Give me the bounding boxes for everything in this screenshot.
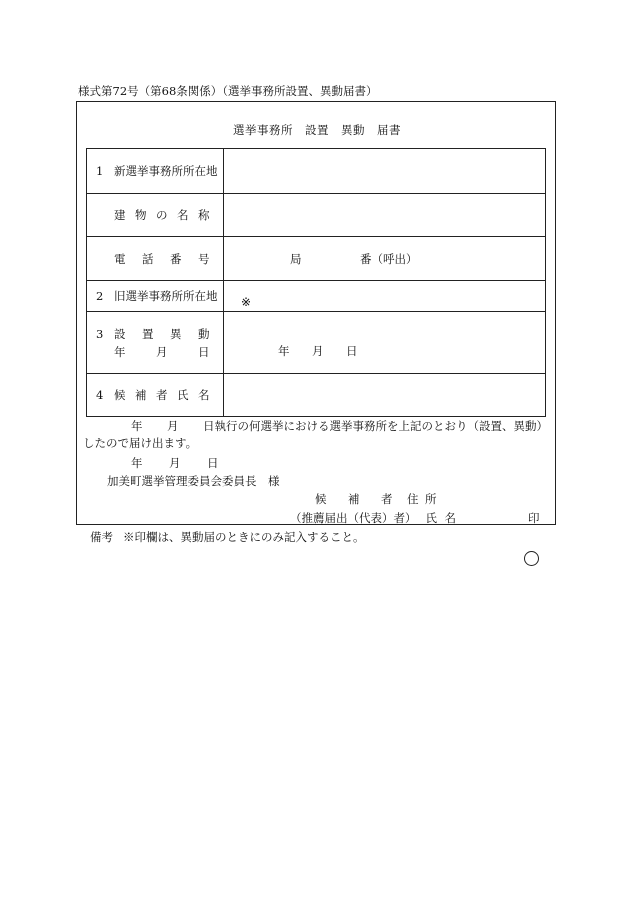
new-office-location-label: 1 新選挙事務所所在地: [87, 149, 224, 194]
setup-change-date-label: 3 設 置 異 動 年 月 日: [87, 312, 224, 374]
candidate-name-label: 4 候 補 者 氏 名: [87, 374, 224, 417]
circle-mark-icon: [524, 551, 539, 566]
date-placeholder: 年 月 日: [278, 344, 358, 358]
phone-number-label: 電 話 番 号: [87, 237, 224, 281]
document-title: 選挙事務所 設置 異動 届書: [233, 123, 401, 137]
declaration-line-2: したので届け出ます。: [83, 436, 198, 450]
candidate-name-field[interactable]: [224, 374, 546, 417]
number-call-label: 番（呼出）: [360, 252, 418, 266]
new-office-location-field[interactable]: [224, 149, 546, 194]
form-frame: [76, 101, 556, 525]
building-name-field[interactable]: [224, 194, 546, 237]
remarks-label: 備考: [90, 530, 113, 544]
remarks-note: [90, 529, 365, 545]
seal-mark: 印: [528, 511, 540, 525]
notification-table: [86, 148, 546, 417]
table-row: [87, 312, 546, 374]
candidate-name-signature: （推薦届出（代表）者） 氏 名: [290, 511, 456, 525]
table-row: [87, 194, 546, 237]
table-row: [87, 149, 546, 194]
exchange-label: 局: [290, 252, 302, 266]
old-office-location-field[interactable]: [224, 281, 546, 312]
table-row: [87, 237, 546, 281]
setup-change-date-field[interactable]: [224, 312, 546, 374]
building-name-label: 建 物 の 名 称: [87, 194, 224, 237]
phone-number-field[interactable]: [224, 237, 546, 281]
old-office-location-label: 2 旧選挙事務所所在地: [87, 281, 224, 312]
addressee: 加美町選挙管理委員会委員長 様: [107, 474, 280, 488]
candidate-address-label: 候 補 者 住 所: [315, 492, 437, 506]
table-row: [87, 281, 546, 312]
form-number-label: 様式第72号（第68条関係）（選挙事務所設置、異動届書）: [78, 84, 378, 98]
reference-mark: ※: [241, 295, 252, 309]
table-row: [87, 374, 546, 417]
declaration-line-1: 年 月 日執行の何選挙における選挙事務所を上記のとおり（設置、異動）: [131, 419, 548, 433]
remarks-text: ※印欄は、異動届のときにのみ記入すること。: [123, 530, 365, 544]
submission-date: 年 月 日: [131, 456, 219, 470]
